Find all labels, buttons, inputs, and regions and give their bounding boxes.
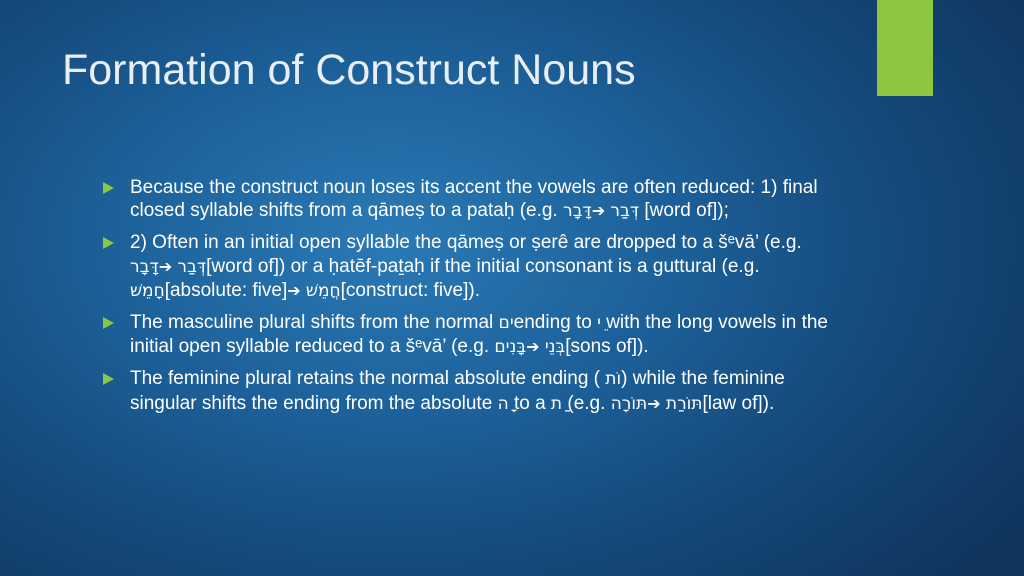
bullet-item [100, 231, 840, 303]
hebrew-word: ַת [550, 393, 563, 414]
bullet-list [100, 176, 840, 424]
hebrew-word: דָּבָר [130, 256, 159, 277]
text-segment: [law of]). [702, 392, 775, 414]
bullet-item [100, 367, 840, 415]
hebrew-word: ֵי [597, 313, 601, 334]
bullet-item [100, 176, 840, 223]
text-segment: Because the construct noun loses its accent the vowels are often reduced: 1) final closed syllable shifts from a qāmeṣ to a pataḥ (e.g. [130, 177, 818, 222]
bullet-text [130, 368, 785, 413]
bullet-item [100, 311, 840, 359]
text-segment: The masculine plural shifts from the normal [130, 312, 499, 334]
triangle-right-icon [103, 182, 114, 194]
text-segment: [word of]); [639, 200, 729, 222]
text-segment: ending to [513, 312, 598, 334]
triangle-right-icon [103, 373, 114, 385]
text-segment: The feminine plural retains the normal absolute ending ( [130, 368, 606, 390]
text-segment: 2) Often in an initial open syllable the qāmeṣ or ṣerê are dropped to a šᵉvā’ (e.g. [130, 232, 802, 254]
hebrew-word: ָה [497, 393, 509, 414]
hebrew-word: וֹת [605, 369, 622, 390]
bullet-text [130, 177, 818, 221]
arrow-right-icon: ➔ [647, 393, 661, 413]
bullet-text [130, 312, 828, 357]
arrow-right-icon: ➔ [526, 337, 540, 357]
text-segment: [construct: five]). [340, 279, 480, 301]
text-segment: (e.g. [562, 392, 611, 414]
hebrew-word: חֲמֵשׁ [305, 280, 341, 301]
text-segment: with the long vowels in the initial open syllable reduced to a šᵉvā’ (e.g. [130, 312, 828, 358]
arrow-right-icon: ➔ [591, 201, 606, 221]
text-segment: ) while the feminine singular shifts the ending from the absolute [130, 368, 785, 414]
hebrew-word: דָּבָר [563, 201, 592, 222]
hebrew-word: ים [498, 313, 514, 334]
triangle-right-icon [103, 237, 114, 249]
accent-bar [877, 0, 933, 96]
hebrew-word: דְּבַר [610, 201, 640, 222]
hebrew-word: בָּנִים [494, 337, 527, 358]
bullet-text [130, 232, 802, 300]
hebrew-word: דְּבַר [177, 256, 207, 277]
hebrew-word: תּוֹרָה [610, 393, 648, 414]
text-segment: to a [508, 392, 551, 414]
hebrew-word: תּוֹרַת [665, 393, 703, 414]
arrow-right-icon: ➔ [158, 256, 173, 276]
text-segment: [absolute: five] [164, 279, 288, 301]
arrow-right-icon: ➔ [287, 280, 301, 300]
text-segment: [sons of]). [565, 336, 649, 358]
hebrew-word: בְּנֵי [544, 337, 566, 358]
text-segment: [word of]) or a ḥatēf-paṯaḥ if the initial consonant is a guttural (e.g. [206, 255, 760, 277]
hebrew-word: חָמֵשׁ [130, 280, 165, 301]
triangle-right-icon [103, 317, 114, 329]
slide-title: Formation of Construct Nouns [62, 46, 636, 94]
